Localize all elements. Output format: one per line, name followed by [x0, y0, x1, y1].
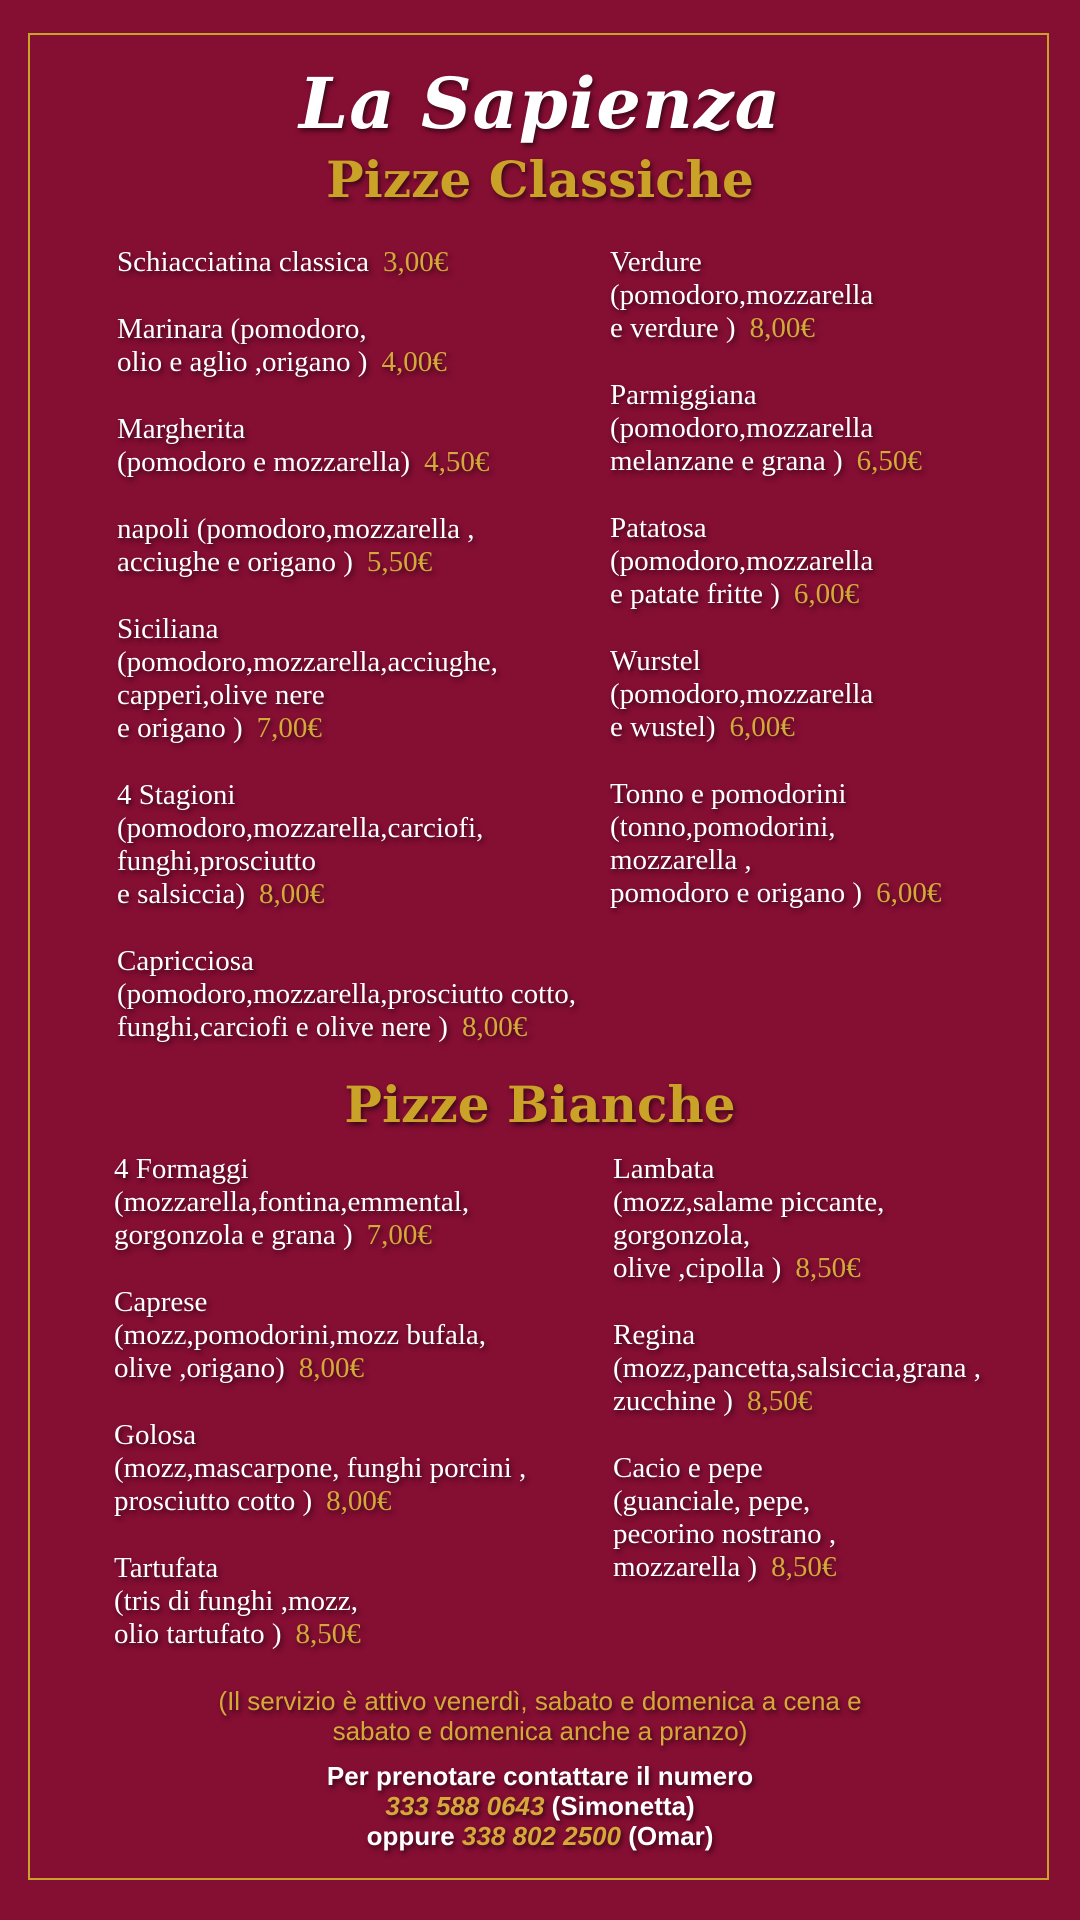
- menu-item-text: olio e aglio ,origano ): [117, 346, 368, 378]
- menu-item-text: e wustel): [610, 711, 716, 743]
- menu-item-text: e patate fritte ): [610, 578, 780, 610]
- menu-item-text: 4 Formaggi: [114, 1153, 249, 1185]
- menu-item-text: Marinara (pomodoro,: [117, 313, 367, 345]
- contact-or: oppure: [366, 1821, 455, 1851]
- menu-item-text: Parmiggiana: [610, 379, 757, 411]
- contact-line-1: [0, 1791, 1080, 1821]
- menu-item-description: [114, 1452, 526, 1485]
- menu-item: [117, 513, 576, 579]
- menu-item-description: [117, 812, 576, 845]
- menu-item-price: 3,00€: [383, 246, 449, 278]
- menu-item-text: (pomodoro,mozzarella: [610, 678, 874, 710]
- menu-item-description: [610, 312, 941, 345]
- menu-item-text: (guanciale, pepe,: [613, 1485, 811, 1517]
- menu-item-name: [117, 945, 576, 978]
- menu-item-text: (mozz,mascarpone, funghi porcini ,: [114, 1452, 527, 1484]
- menu-item-description: [613, 1518, 981, 1551]
- menu-item-text: mozzarella ): [613, 1551, 758, 1583]
- menu-item: [117, 779, 576, 911]
- menu-item-description: [610, 412, 941, 445]
- menu-item-text: Lambata: [613, 1153, 715, 1185]
- menu-item-text: zucchine ): [613, 1385, 733, 1417]
- menu-item-description: [117, 546, 576, 579]
- menu-item-text: (pomodoro,mozzarella,acciughe,: [117, 646, 498, 678]
- menu-item-name: [117, 779, 576, 812]
- menu-item-description: [114, 1485, 526, 1518]
- menu-item-text: (pomodoro,mozzarella: [610, 412, 874, 444]
- menu-item-name: [114, 1153, 526, 1186]
- menu-item-description: [114, 1585, 526, 1618]
- menu-item-text: (pomodoro,mozzarella,carciofi,: [117, 812, 484, 844]
- menu-item-description: [114, 1219, 526, 1252]
- menu-item-description: [613, 1186, 981, 1219]
- menu-item-name: [117, 613, 576, 646]
- classiche-left-column: [117, 246, 576, 1078]
- menu-item-text: Schiacciatina classica: [117, 246, 370, 278]
- menu-item-text: e origano ): [117, 712, 243, 744]
- menu-item-name: [610, 778, 941, 811]
- menu-item-text: olive ,cipolla ): [613, 1252, 782, 1284]
- menu-item-text: Regina: [613, 1319, 696, 1351]
- menu-item-price: 8,00€: [259, 878, 325, 910]
- restaurant-logo: La Sapienza: [299, 62, 781, 145]
- menu-item-text: olio tartufato ): [114, 1618, 282, 1650]
- menu-item-name: [117, 413, 576, 446]
- menu-item-text: prosciutto cotto ): [114, 1485, 313, 1517]
- menu-item-description: [117, 646, 576, 679]
- menu-item-name: [613, 1319, 981, 1352]
- menu-item: [117, 613, 576, 745]
- menu-item: [117, 313, 576, 379]
- menu-item-text: Cacio e pepe: [613, 1452, 763, 1484]
- section-title-classiche: Pizze Classiche: [326, 150, 754, 209]
- menu-item: [610, 246, 941, 345]
- menu-item: [610, 778, 941, 910]
- menu-item-text: Siciliana: [117, 613, 219, 645]
- menu-item: [613, 1452, 981, 1584]
- menu-item-name: [114, 1286, 526, 1319]
- menu-item-text: (pomodoro,mozzarella,prosciutto cotto,: [117, 978, 577, 1010]
- menu-item-text: olive ,origano): [114, 1352, 285, 1384]
- menu-item-text: acciughe e origano ): [117, 546, 353, 578]
- menu-item-description: [610, 877, 941, 910]
- phone-number-2[interactable]: 338 802 2500: [461, 1821, 621, 1851]
- contact-intro: Per prenotare contattare il numero: [326, 1761, 754, 1791]
- menu-item-price: 6,50€: [856, 445, 922, 477]
- menu-item-text: mozzarella ,: [610, 844, 752, 876]
- menu-item-description: [613, 1252, 981, 1285]
- menu-item-description: [610, 711, 941, 744]
- menu-item-text: gorgonzola,: [613, 1219, 751, 1251]
- contact-name-1: (Simonetta): [551, 1791, 695, 1821]
- menu-item-text: Tartufata: [114, 1552, 219, 1584]
- menu-item-price: 4,00€: [381, 346, 447, 378]
- menu-item: [117, 246, 576, 279]
- menu-item-description: [610, 545, 941, 578]
- menu-item-price: 8,00€: [326, 1485, 392, 1517]
- menu-item: [613, 1319, 981, 1418]
- menu-item-name: [613, 1452, 981, 1485]
- menu-item-text: Capricciosa: [117, 945, 254, 977]
- menu-item-description: [117, 712, 576, 745]
- menu-item-text: Patatosa: [610, 512, 707, 544]
- menu-item: [610, 379, 941, 478]
- menu-item-text: e verdure ): [610, 312, 736, 344]
- menu-item-price: 8,50€: [795, 1252, 861, 1284]
- menu-item-text: 4 Stagioni: [117, 779, 236, 811]
- bianche-right-column: [613, 1153, 981, 1618]
- menu-item-description: [613, 1485, 981, 1518]
- contact-name-2: (Omar): [628, 1821, 714, 1851]
- menu-item-description: [613, 1352, 981, 1385]
- menu-item-text: funghi,carciofi e olive nere ): [117, 1011, 448, 1043]
- menu-item-description: [114, 1352, 526, 1385]
- menu-item: [613, 1153, 981, 1285]
- menu-item-description: [613, 1385, 981, 1418]
- section-title-bianche: Pizze Bianche: [344, 1075, 736, 1134]
- menu-item-text: funghi,prosciutto: [117, 845, 316, 877]
- menu-item-text: Wurstel: [610, 645, 701, 677]
- menu-item-description: [610, 844, 941, 877]
- menu-item-text: Verdure: [610, 246, 702, 278]
- menu-item-price: 8,00€: [298, 1352, 364, 1384]
- menu-item-text: melanzane e grana ): [610, 445, 843, 477]
- menu-item-price: 8,50€: [746, 1385, 813, 1417]
- menu-item-name: [613, 1153, 981, 1186]
- menu-item-text: (tonno,pomodorini,: [610, 811, 836, 843]
- service-note-line-1: (Il servizio è attivo venerdì, sabato e domenica a cena e: [218, 1686, 862, 1716]
- menu-item-name: [117, 513, 576, 546]
- menu-item-text: capperi,olive nere: [117, 679, 325, 711]
- menu-item-price: 8,50€: [771, 1551, 837, 1583]
- menu-item-description: [613, 1219, 981, 1252]
- menu-item-name: [610, 379, 941, 412]
- menu-item-price: 8,00€: [461, 1011, 528, 1043]
- menu-item: [114, 1153, 526, 1252]
- menu-item: [117, 413, 576, 479]
- menu-item-description: [117, 446, 576, 479]
- contact-info: [0, 1761, 1080, 1851]
- service-note-line-2: sabato e domenica anche a pranzo): [332, 1716, 748, 1746]
- menu-item-text: (pomodoro e mozzarella): [117, 446, 411, 478]
- menu-item-text: pomodoro e origano ): [610, 877, 863, 909]
- menu-item-description: [117, 978, 576, 1011]
- menu-item-text: Tonno e pomodorini: [610, 778, 847, 810]
- menu-item-description: [117, 346, 576, 379]
- menu-item-text: (mozz,pancetta,salsiccia,grana ,: [613, 1352, 981, 1384]
- menu-item: [114, 1419, 526, 1518]
- menu-item-description: [610, 279, 941, 312]
- service-note: [0, 1686, 1080, 1746]
- menu-item-price: 6,00€: [793, 578, 860, 610]
- menu-item-name: [114, 1552, 526, 1585]
- menu-item-text: Golosa: [114, 1419, 197, 1451]
- menu-item: [117, 945, 576, 1044]
- bianche-left-column: [114, 1153, 526, 1685]
- menu-item-description: [610, 445, 941, 478]
- menu-item-description: [114, 1319, 526, 1352]
- menu-item-price: 7,00€: [256, 712, 322, 744]
- menu-item-description: [117, 679, 576, 712]
- menu-item-text: (pomodoro,mozzarella: [610, 279, 874, 311]
- menu-item-description: [610, 578, 941, 611]
- menu-item-text: e salsiccia): [117, 878, 246, 910]
- menu-item-description: [114, 1618, 526, 1651]
- menu-item-text: Margherita: [117, 413, 246, 445]
- menu-item-description: [613, 1551, 981, 1584]
- menu-item-text: (mozz,pomodorini,mozz bufala,: [114, 1319, 487, 1351]
- menu-item-price: 6,00€: [729, 711, 795, 743]
- menu-item-text: pecorino nostrano ,: [613, 1518, 837, 1550]
- menu-item-description: [117, 845, 576, 878]
- menu-item-price: 7,00€: [366, 1219, 432, 1251]
- menu-item-price: 5,50€: [366, 546, 433, 578]
- menu-item-text: Caprese: [114, 1286, 208, 1318]
- menu-item-price: 4,50€: [424, 446, 490, 478]
- menu-item-text: gorgonzola e grana ): [114, 1219, 353, 1251]
- menu-item-text: (mozz,salame piccante,: [613, 1186, 885, 1218]
- menu-item: [610, 645, 941, 744]
- menu-item-description: [610, 678, 941, 711]
- menu-item-name: [610, 645, 941, 678]
- menu-item-name: [610, 512, 941, 545]
- menu-item-price: 8,00€: [749, 312, 815, 344]
- menu-item-name: [117, 246, 576, 279]
- menu-item-text: napoli (pomodoro,mozzarella ,: [117, 513, 475, 545]
- menu-item-text: (mozzarella,fontina,emmental,: [114, 1186, 470, 1218]
- menu-item: [610, 512, 941, 611]
- menu-item-description: [117, 878, 576, 911]
- menu-item-name: [610, 246, 941, 279]
- menu-item-description: [114, 1186, 526, 1219]
- menu-item-text: (tris di funghi ,mozz,: [114, 1585, 359, 1617]
- contact-line-2: [0, 1821, 1080, 1851]
- menu-item-name: [117, 313, 576, 346]
- menu-item-text: (pomodoro,mozzarella: [610, 545, 874, 577]
- menu-item: [114, 1552, 526, 1651]
- phone-number-1[interactable]: 333 588 0643: [385, 1791, 545, 1821]
- menu-item-description: [117, 1011, 576, 1044]
- menu-item: [114, 1286, 526, 1385]
- classiche-right-column: [610, 246, 941, 944]
- menu-item-name: [114, 1419, 526, 1452]
- menu-item-price: 8,50€: [295, 1618, 361, 1650]
- menu-item-description: [610, 811, 941, 844]
- menu-item-price: 6,00€: [876, 877, 942, 909]
